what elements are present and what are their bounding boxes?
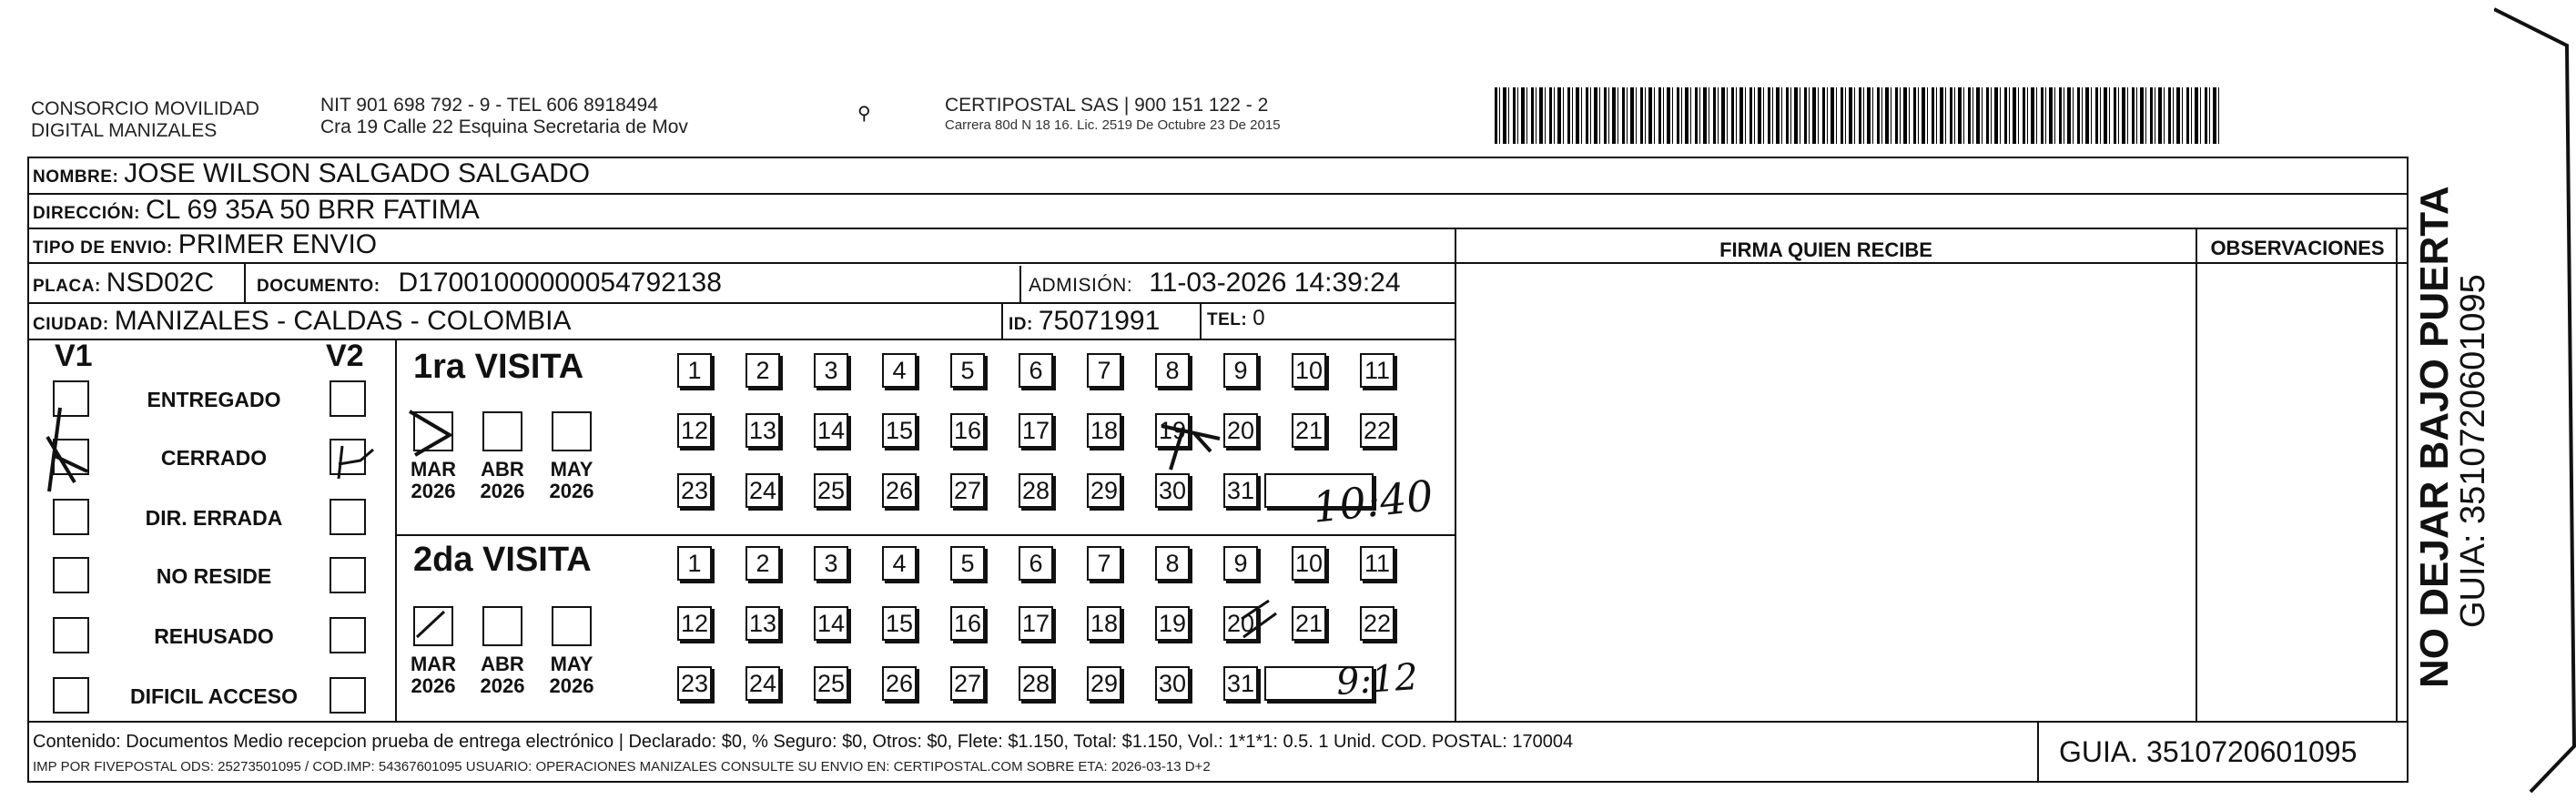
second-visit-day-checkbox[interactable]: 26: [882, 666, 917, 701]
second-visit-day-checkbox[interactable]: 28: [1019, 666, 1053, 701]
second-visit-day-checkbox[interactable]: 24: [745, 666, 780, 701]
second-visit-day-checkbox[interactable]: 31: [1223, 666, 1258, 701]
observaciones-header: OBSERVACIONES: [2210, 237, 2385, 259]
direccion-label: DIRECCIÓN:: [33, 204, 140, 223]
first-visit-day-checkbox[interactable]: 11: [1360, 353, 1394, 388]
month-name: MAR: [410, 458, 457, 481]
second-visit-mar-mark: [417, 612, 444, 637]
documento-label: DOCUMENTO:: [257, 277, 380, 296]
second-visit-day-checkbox[interactable]: 5: [950, 546, 985, 581]
first-visit-day-checkbox[interactable]: 12: [677, 413, 712, 448]
carrier-line: CERTIPOSTAL SAS | 900 151 122 - 2: [945, 95, 1269, 116]
first-visit-day-19-mark: [1161, 426, 1220, 470]
first-visit-day-checkbox[interactable]: 2: [745, 353, 780, 388]
month-name: MAR: [410, 653, 457, 675]
second-visit-day-checkbox[interactable]: 19: [1155, 606, 1190, 641]
first-visit-day-checkbox[interactable]: 5: [950, 353, 985, 388]
first-visit-day-checkbox[interactable]: 4: [882, 353, 917, 388]
firma-header: FIRMA QUIEN RECIBE: [1719, 238, 1932, 261]
placa-label: PLACA:: [33, 277, 101, 296]
second-visit-handwritten-time: 9:12: [1334, 655, 1420, 704]
carrier-address: Carrera 80d N 18 16. Lic. 2519 De Octubre 23 De 2015: [945, 117, 1281, 133]
first-visit-day-checkbox[interactable]: 21: [1292, 413, 1326, 448]
tel-label: TEL:: [1207, 310, 1248, 329]
v2-cerrado-mark: [339, 446, 373, 479]
tipo-envio-value: PRIMER ENVIO: [177, 229, 378, 259]
guia-side: GUIA: 3510720601095: [2454, 274, 2492, 628]
first-visit-day-checkbox[interactable]: 6: [1019, 353, 1053, 388]
second-visit-day-checkbox[interactable]: 15: [882, 606, 917, 641]
second-visit-day-checkbox[interactable]: 14: [814, 606, 848, 641]
first-visit-day-checkbox[interactable]: 23: [677, 473, 712, 508]
documento-value: D17001000000054792138: [398, 268, 722, 298]
second-visit-day-checkbox[interactable]: 23: [677, 666, 712, 701]
ciudad-label: CIUDAD:: [33, 315, 109, 334]
first-visit-day-checkbox[interactable]: 27: [950, 473, 985, 508]
v2-header: V2: [326, 339, 364, 373]
v1-cerrado-mark: [47, 408, 87, 491]
second-visit-day-checkbox[interactable]: 25: [814, 666, 848, 701]
guia-footer: GUIA. 3510720601095: [2059, 735, 2358, 768]
first-visit-day-checkbox[interactable]: 30: [1155, 473, 1190, 508]
second-visit-day-checkbox[interactable]: 20: [1223, 606, 1258, 641]
first-visit-title: 1ra VISITA: [413, 348, 584, 386]
first-visit-day-checkbox[interactable]: 17: [1019, 413, 1053, 448]
first-visit-day-checkbox[interactable]: 26: [882, 473, 917, 508]
second-visit-day-checkbox[interactable]: 2: [745, 546, 780, 581]
first-visit-day-checkbox[interactable]: 10: [1292, 353, 1326, 388]
second-visit-day-checkbox[interactable]: 4: [882, 546, 917, 581]
first-visit-day-checkbox[interactable]: 13: [745, 413, 780, 448]
second-visit-day-checkbox[interactable]: 21: [1292, 606, 1326, 641]
second-visit-day-checkbox[interactable]: 13: [745, 606, 780, 641]
first-visit-day-checkbox[interactable]: 7: [1087, 353, 1121, 388]
admision-value: 11-03-2026 14:39:24: [1149, 268, 1401, 298]
month-name: MAY: [550, 458, 593, 481]
second-visit-day-checkbox[interactable]: 29: [1087, 666, 1121, 701]
first-visit-day-checkbox[interactable]: 1: [677, 353, 712, 388]
first-visit-day-checkbox[interactable]: 25: [814, 473, 848, 508]
checklist-option-label: NO RESIDE: [156, 564, 272, 588]
first-visit-day-checkbox[interactable]: 8: [1155, 353, 1190, 388]
page-edge: [2494, 0, 2576, 810]
second-visit-day-checkbox[interactable]: 10: [1292, 546, 1326, 581]
second-visit-day-checkbox[interactable]: 17: [1019, 606, 1053, 641]
checklist-option-label: ENTREGADO: [147, 388, 281, 411]
v1-header: V1: [55, 339, 93, 373]
first-visit-day-checkbox[interactable]: 22: [1360, 413, 1394, 448]
month-year: 2026: [480, 480, 525, 502]
first-visit-day-checkbox[interactable]: 24: [745, 473, 780, 508]
ciudad-value: MANIZALES - CALDAS - COLOMBIA: [114, 306, 572, 336]
tipo-envio-label: TIPO DE ENVIO:: [33, 238, 173, 258]
address-line: Cra 19 Calle 22 Esquina Secretaria de Mov: [320, 116, 688, 137]
month-year: 2026: [480, 674, 525, 697]
second-visit-day-checkbox[interactable]: 11: [1360, 546, 1394, 581]
first-visit-day-checkbox[interactable]: 28: [1019, 473, 1053, 508]
first-visit-day-checkbox[interactable]: 15: [882, 413, 917, 448]
second-visit-day-checkbox[interactable]: 7: [1087, 546, 1121, 581]
first-visit-day-checkbox[interactable]: 20: [1223, 413, 1258, 448]
first-visit-handwritten-time: 10:40: [1310, 471, 1436, 532]
month-name: ABR: [481, 458, 524, 481]
second-visit-day-20-mark: [1242, 601, 1276, 637]
first-visit-day-checkbox[interactable]: 9: [1223, 353, 1258, 388]
second-visit-day-checkbox[interactable]: 16: [950, 606, 985, 641]
nombre-value: JOSE WILSON SALGADO SALGADO: [124, 158, 591, 188]
placa-value: NSD02C: [106, 268, 215, 298]
first-visit-mar-mark: [410, 411, 450, 455]
first-visit-day-checkbox[interactable]: 31: [1223, 473, 1258, 508]
checklist-option-label: DIFICIL ACCESO: [129, 684, 298, 708]
second-visit-day-checkbox[interactable]: 22: [1360, 606, 1394, 641]
first-visit-day-checkbox[interactable]: 18: [1087, 413, 1121, 448]
admision-label: ADMISIÓN:: [1029, 275, 1133, 296]
second-visit-day-checkbox[interactable]: 1: [677, 546, 712, 581]
company-line-2: DIGITAL MANIZALES: [31, 120, 218, 141]
direccion-value: CL 69 35A 50 BRR FATIMA: [145, 195, 480, 225]
id-label: ID:: [1009, 315, 1033, 334]
first-visit-day-checkbox[interactable]: 3: [814, 353, 848, 388]
month-name: ABR: [481, 653, 524, 675]
second-visit-day-checkbox[interactable]: 6: [1019, 546, 1053, 581]
month-name: MAY: [550, 653, 593, 675]
second-visit-day-checkbox[interactable]: 30: [1155, 666, 1190, 701]
month-year: 2026: [411, 480, 456, 502]
second-visit-day-checkbox[interactable]: 18: [1087, 606, 1121, 641]
company-line-1: CONSORCIO MOVILIDAD: [31, 98, 259, 119]
month-year: 2026: [549, 480, 594, 502]
second-visit-title: 2da VISITA: [413, 541, 592, 579]
second-visit-day-checkbox[interactable]: 9: [1223, 546, 1258, 581]
checklist-option-label: REHUSADO: [154, 624, 274, 648]
first-visit-day-checkbox[interactable]: 16: [950, 413, 985, 448]
nit-line: NIT 901 698 792 - 9 - TEL 606 8918494: [320, 95, 658, 116]
id-value: 75071991: [1038, 306, 1161, 336]
imp-line: IMP POR FIVEPOSTAL ODS: 25273501095 / COD.IMP: 54367601095 USUARIO: OPERACIONES MANIZALES CONSULTE SU ENVIO EN: CERTIPOSTAL.COM SOBRE ETA: 2026-03-13 D+2: [33, 759, 1211, 775]
no-dejar-bajo-puerta: NO DEJAR BAJO PUERTA: [2412, 186, 2457, 688]
logo-icon: ⚲: [857, 104, 871, 124]
nombre-label: NOMBRE:: [33, 167, 119, 187]
first-visit-day-checkbox[interactable]: 29: [1087, 473, 1121, 508]
first-visit-day-checkbox[interactable]: 14: [814, 413, 848, 448]
checklist-option-label: DIR. ERRADA: [145, 506, 283, 530]
second-visit-day-checkbox[interactable]: 27: [950, 666, 985, 701]
tel-value: 0: [1253, 306, 1265, 330]
contenido-line: Contenido: Documentos Medio recepcion prueba de entrega electrónico | Declarado: $0, % Seguro: $0, Otros: $0, Flete: $1.150, Total: $1.150, Vol.: 1*1*1: 0.5. 1 Unid. COD. POSTAL: 170004: [33, 732, 1574, 752]
second-visit-day-checkbox[interactable]: 8: [1155, 546, 1190, 581]
month-year: 2026: [411, 674, 456, 697]
first-visit-day-checkbox[interactable]: 19: [1155, 413, 1190, 448]
second-visit-day-checkbox[interactable]: 3: [814, 546, 848, 581]
second-visit-day-checkbox[interactable]: 12: [677, 606, 712, 641]
month-year: 2026: [549, 674, 594, 697]
checklist-option-label: CERRADO: [160, 446, 268, 470]
